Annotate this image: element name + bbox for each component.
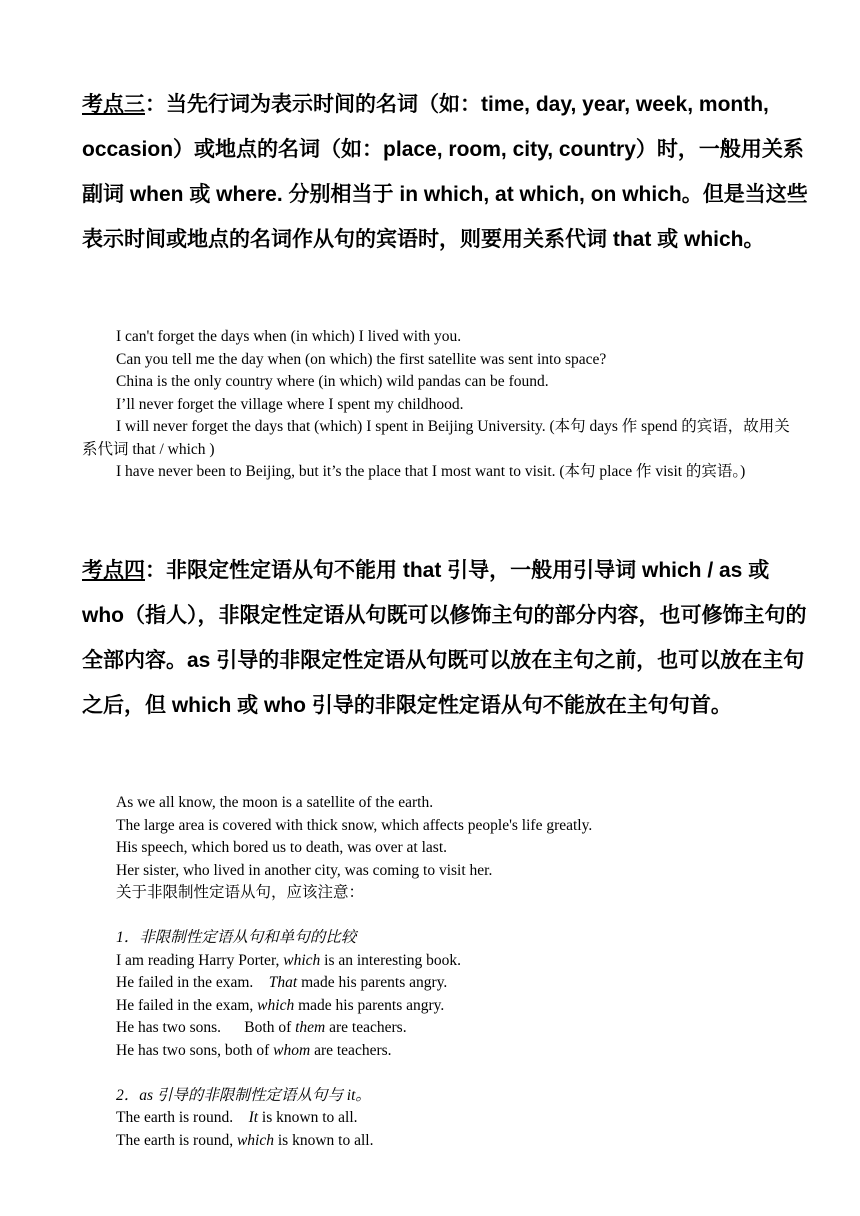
section-3-text: ：当先行词为表示时间的名词（如：time, day, year, week, month, occasion）或地点的名词（如：place, room, city, country）时，一般用关系副词 when 或 where. 分别相当于 in which, at which, on which。但是当这些表示时间或地点的名词作从句的宾语时，则要用关系代词 that 或 which。 — [82, 93, 808, 251]
note-intro: 关于非限制性定语从句，应该注意： — [116, 884, 365, 901]
note-2-title: 2．as 引导的非限制性定语从句与 it。 — [116, 1086, 371, 1104]
example-sentence: The earth is round. It is known to all. — [116, 1109, 358, 1126]
section-4-examples — [82, 792, 802, 1152]
section-4-text: ：非限定性定语从句不能用 that 引导，一般用引导词 which / as 或 who（指人），非限定性定语从句既可以修饰主句的部分内容，也可修饰主句的全部内容。as 引导的非限定性定语从句既可以放在主句之前，也可以放在主句之后，但 which 或 who 引导的非限定性定语从句不能放在主句句首。 — [82, 559, 807, 717]
example-sentence: I’ll never forget the village where I spent my childhood. — [116, 395, 464, 413]
example-sentence: He has two sons, both of whom are teachers. — [116, 1041, 392, 1059]
example-sentence: He failed in the exam. That made his parents angry. — [116, 974, 448, 991]
note-1-title: 1．非限制性定语从句和单句的比较 — [116, 929, 357, 946]
example-sentence: I have never been to Beijing, but it’s the place that I most want to visit. (本句 place 作 visit 的宾语。) — [116, 463, 746, 480]
example-sentence: I can't forget the days when (in which) I lived with you. — [116, 328, 462, 345]
example-sentence: I will never forget the days that (which) I spent in Beijing University. (本句 days 作 spend 的宾语，故用关系代词 that / which ) — [82, 418, 790, 458]
example-sentence: Her sister, who lived in another city, was coming to visit her. — [116, 861, 493, 879]
example-sentence: I am reading Harry Porter, which is an interesting book. — [116, 951, 462, 969]
example-sentence: The earth is round, which is known to all. — [116, 1131, 374, 1149]
example-sentence: His speech, which bored us to death, was over at last. — [116, 839, 448, 856]
example-sentence: He failed in the exam, which made his parents angry. — [116, 996, 445, 1014]
section-4-key: 考点四 — [82, 559, 145, 582]
section-3-heading — [82, 82, 812, 262]
example-sentence: Can you tell me the day when (on which) the first satellite was sent into space? — [116, 350, 607, 368]
example-sentence: As we all know, the moon is a satellite of the earth. — [116, 794, 434, 811]
section-3-examples — [82, 326, 802, 484]
section-4-heading — [82, 548, 812, 728]
section-3-key: 考点三 — [82, 93, 145, 116]
example-sentence: China is the only country where (in which) wild pandas can be found. — [116, 373, 549, 390]
example-sentence: He has two sons. Both of them are teachers. — [116, 1019, 407, 1036]
example-sentence: The large area is covered with thick snow, which affects people's life greatly. — [116, 816, 593, 834]
